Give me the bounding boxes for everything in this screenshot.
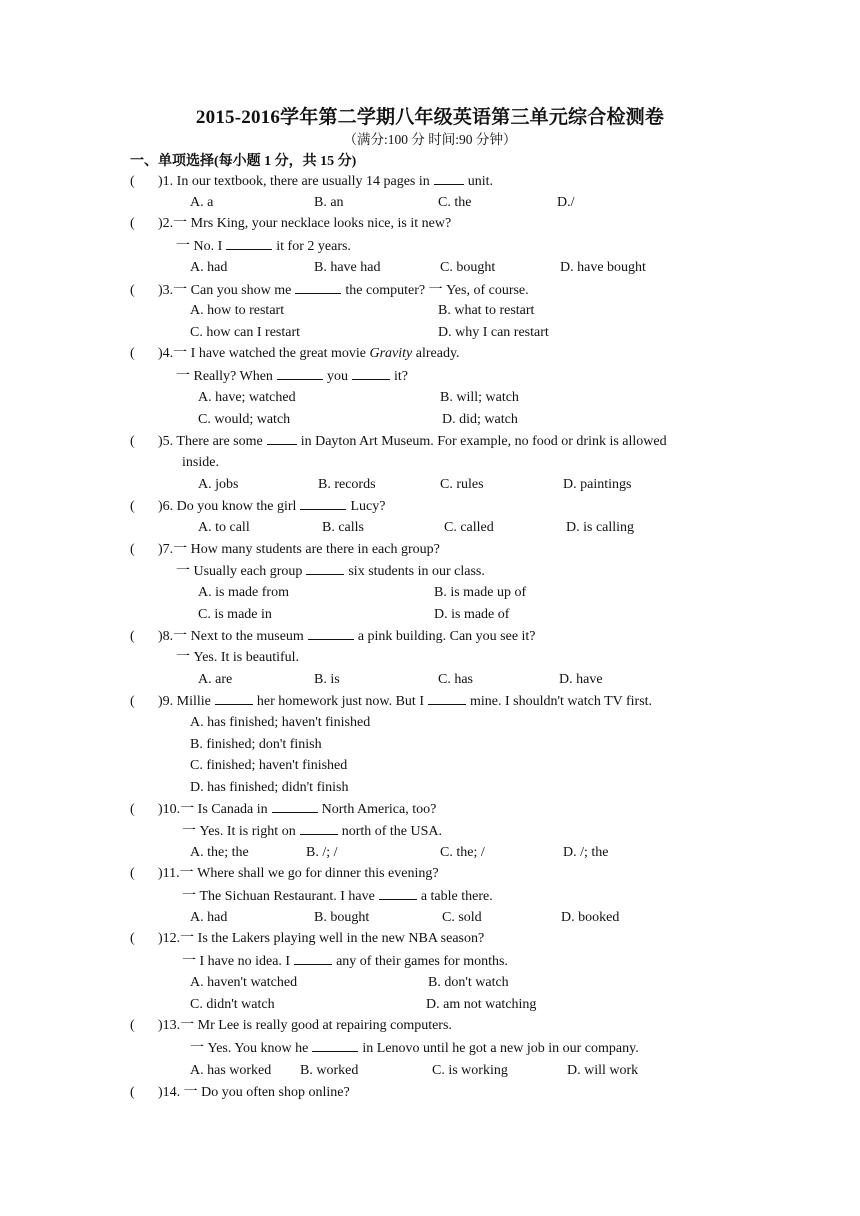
option-b: B. will; watch [440,390,519,405]
option-a: A. the; the [190,845,249,860]
option-d: D. have [559,672,603,687]
answer-paren: ( [130,542,135,557]
answer-paren: ( [130,434,135,449]
question-11-line-2: 一 The Sichuan Restaurant. I have a table there. [182,889,493,904]
option-c: C. is working [432,1063,508,1078]
option-b: B. what to restart [438,303,535,318]
option-c: C. rules [440,477,484,492]
option-b: B. /; / [306,845,338,860]
answer-blank [300,497,346,510]
option-d: D. paintings [563,477,632,492]
option-d: D. why I can restart [438,325,549,340]
answer-blank [215,692,253,705]
answer-blank [428,692,466,705]
answer-blank [294,952,332,965]
question-13: ( )13.一 Mr Lee is really good at repairing computers. [130,1018,452,1033]
answer-paren: ( [130,1018,135,1033]
section-heading: 一、单项选择(每小题 1 分，共 15 分) [130,154,357,169]
answer-blank [312,1039,358,1052]
answer-paren: ( [130,931,135,946]
option-a: A. to call [198,520,250,535]
option-b: B. is made up of [434,585,527,600]
option-a: A. is made from [198,585,289,600]
answer-blank [300,822,338,835]
answer-paren: ( [130,694,135,709]
option-d: D. is made of [434,607,510,622]
answer-blank [272,800,318,813]
question-8: ( )8.一 Next to the museum a pink building. Can you see it? [130,629,536,644]
option-c: C. didn't watch [190,997,275,1012]
option-c: C. the; / [440,845,485,860]
question-4-line-2: 一 Really? When you it? [176,369,408,384]
option-c: C. the [438,195,472,210]
question-5-line-2: inside. [182,455,219,470]
answer-paren: ( [130,499,135,514]
score-time-info: （满分:100 分 时间:90 分钟） [343,132,517,147]
option-a: A. have; watched [198,390,296,405]
movie-title: Gravity [369,346,413,361]
option-d: D./ [557,195,575,210]
option-d: D. will work [567,1063,639,1078]
option-b: B. bought [314,910,370,925]
option-a: A. jobs [198,477,239,492]
answer-paren: ( [130,802,135,817]
answer-blank [352,367,390,380]
option-a: A. had [190,260,228,275]
question-7-line-2: 一 Usually each group six students in our class. [176,564,485,579]
answer-paren: ( [130,174,135,189]
option-c: C. is made in [198,607,272,622]
answer-blank [267,432,297,445]
option-a: A. has finished; haven't finished [190,715,371,730]
question-11: ( )11.一 Where shall we go for dinner this evening? [130,866,439,881]
answer-paren: ( [130,629,135,644]
option-b: B. records [318,477,376,492]
answer-paren: ( [130,216,135,231]
option-d: D. is calling [566,520,635,535]
answer-blank [295,281,341,294]
option-a: A. how to restart [190,303,285,318]
question-3: ( )3.一 Can you show me the computer? 一 Yes, of course. [130,283,529,298]
option-a: A. haven't watched [190,975,298,990]
option-d: D. has finished; didn't finish [190,780,349,795]
option-d: D. booked [561,910,620,925]
question-2-line-2: 一 No. I it for 2 years. [176,239,351,254]
answer-blank [277,367,323,380]
option-b: B. is [314,672,340,687]
page-title: 2015-2016学年第二学期八年级英语第三单元综合检测卷 [195,107,665,128]
option-d: D. did; watch [442,412,518,427]
answer-paren: ( [130,283,135,298]
answer-paren: ( [130,1085,135,1100]
question-9: ( )9. Millie her homework just now. But I mine. I shouldn't watch TV first. [130,694,653,709]
answer-blank [434,172,464,185]
answer-blank [306,562,344,575]
question-6: ( )6. Do you know the girl Lucy? [130,499,386,514]
option-c: C. finished; haven't finished [190,758,348,773]
answer-blank [226,237,272,250]
option-c: C. how can I restart [190,325,301,340]
question-10-line-2: 一 Yes. It is right on north of the USA. [182,824,443,839]
option-b: B. don't watch [428,975,509,990]
option-b: B. calls [322,520,364,535]
option-b: B. worked [300,1063,359,1078]
option-b: B. an [314,195,344,210]
option-b: B. have had [314,260,381,275]
question-5: ( )5. There are some in Dayton Art Museum. For example, no food or drink is allowed [130,434,667,449]
option-c: C. bought [440,260,496,275]
question-10: ( )10.一 Is Canada in North America, too? [130,802,437,817]
option-d: D. have bought [560,260,646,275]
option-a: A. had [190,910,228,925]
question-7: ( )7.一 How many students are there in each group? [130,542,440,557]
question-8-line-2: 一 Yes. It is beautiful. [176,650,300,665]
answer-blank [379,887,417,900]
option-c: C. would; watch [198,412,291,427]
option-c: C. sold [442,910,482,925]
question-4: ( )4.一 I have watched the great movie Gravity already. [130,346,460,361]
option-c: C. called [444,520,494,535]
option-b: B. finished; don't finish [190,737,322,752]
option-a: A. a [190,195,214,210]
question-12: ( )12.一 Is the Lakers playing well in the new NBA season? [130,931,485,946]
option-d: D. /; the [563,845,609,860]
option-d: D. am not watching [426,997,537,1012]
answer-paren: ( [130,346,135,361]
question-1: ( )1. In our textbook, there are usually 14 pages in unit. [130,174,494,189]
answer-blank [308,627,354,640]
question-12-line-2: 一 I have no idea. I any of their games for months. [182,954,508,969]
question-14: ( )14. 一 Do you often shop online? [130,1085,350,1100]
question-13-line-2: 一 Yes. You know he in Lenovo until he got a new job in our company. [190,1041,639,1056]
option-a: A. has worked [190,1063,272,1078]
option-c: C. has [438,672,473,687]
question-2: ( )2.一 Mrs King, your necklace looks nice, is it new? [130,216,452,231]
option-a: A. are [198,672,233,687]
answer-paren: ( [130,866,135,881]
